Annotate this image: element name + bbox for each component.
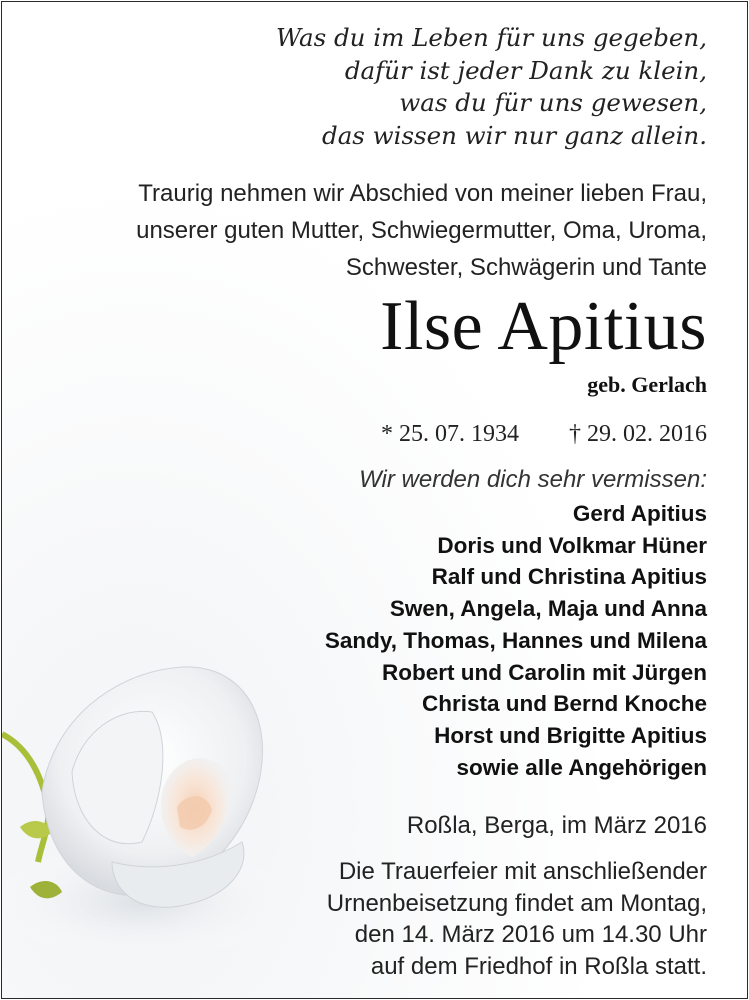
- mourner-entry: Horst und Brigitte Apitius: [434, 722, 707, 748]
- mourners-intro: Wir werden dich sehr vermissen:: [359, 466, 707, 493]
- life-dates: [381, 418, 707, 450]
- death-date: † 29. 02. 2016: [569, 421, 707, 447]
- birth-date: * 25. 07. 1934: [381, 421, 519, 447]
- poem-verse: [276, 22, 707, 152]
- service-line: den 14. März 2016 um 14.30 Uhr: [354, 921, 707, 948]
- mourner-entry: Gerd Apitius: [572, 501, 707, 526]
- funeral-service-info: [327, 856, 707, 982]
- obituary-notice: [1, 1, 748, 999]
- poem-line: was du für uns gewesen,: [399, 88, 707, 117]
- deceased-name: Ilse Apitius: [380, 288, 707, 365]
- service-line: auf dem Friedhof in Roßla statt.: [370, 952, 707, 980]
- intro-line: Traurig nehmen wir Abschied von meiner lieben Frau,: [138, 180, 707, 207]
- service-line: Die Trauerfeier mit anschließender: [338, 858, 707, 885]
- intro-text: [136, 175, 707, 286]
- place-date: Roßla, Berga, im März 2016: [406, 812, 707, 839]
- mourners-list: [325, 498, 707, 783]
- mourner-entry: Doris und Volkmar Hüner: [437, 532, 707, 558]
- mourner-entry: Swen, Angela, Maja und Anna: [389, 596, 707, 622]
- mourner-entry: Christa und Bernd Knoche: [421, 691, 707, 717]
- maiden-name: geb. Gerlach: [587, 372, 707, 397]
- poem-line: dafür ist jeder Dank zu klein,: [344, 55, 707, 85]
- poem-line: das wissen wir nur ganz allein.: [322, 120, 707, 150]
- intro-line: Schwester, Schwägerin und Tante: [345, 254, 707, 281]
- mourner-entry: sowie alle Angehörigen: [456, 754, 707, 780]
- mourner-entry: Sandy, Thomas, Hannes und Milena: [324, 627, 707, 653]
- mourner-entry: Ralf und Christina Apitius: [431, 564, 707, 590]
- mourner-entry: Robert und Carolin mit Jürgen: [381, 659, 707, 685]
- intro-line: unserer guten Mutter, Schwiegermutter, Oma, Uroma,: [136, 217, 707, 244]
- service-line: Urnenbeisetzung findet am Montag,: [326, 889, 707, 917]
- poem-line: Was du im Leben für uns gegeben,: [275, 23, 707, 52]
